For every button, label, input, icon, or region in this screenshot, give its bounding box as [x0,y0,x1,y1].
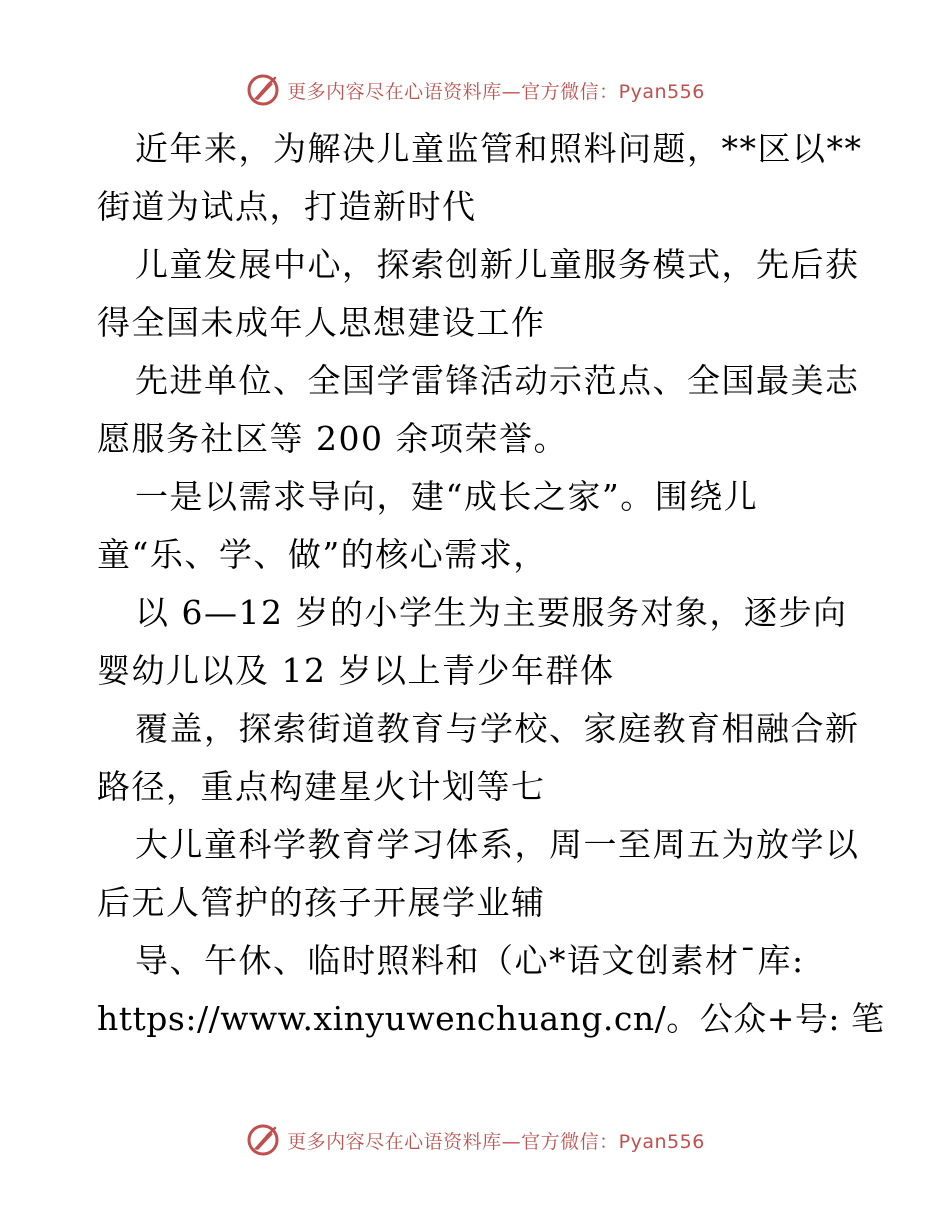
text-line-url: https://www.xinyuwenchuang.cn/。公众+号: 笔 [97,999,885,1038]
text-line: 大儿童科学教育学习体系，周一至周五为放学以 [135,825,860,864]
quill-circle-icon [245,1122,281,1158]
text-line: 覆盖，探索街道教育与学校、家庭教育相融合新 [135,709,860,748]
text-line: 以 6—12 岁的小学生为主要服务对象，逐步向 [135,593,848,632]
text-line: 先进单位、全国学雷锋活动示范点、全国最美志 [135,361,860,400]
text-line: 后无人管护的孩子开展学业辅 [97,883,546,922]
text-line: 得全国未成年人思想建设工作 [97,303,546,342]
watermark-text: 更多内容尽在心语资料库—官方微信：Pyan556 [287,80,705,103]
text-line: 街道为试点，打造新时代 [97,187,477,226]
watermark-text: 更多内容尽在心语资料库—官方微信：Pyan556 [287,1130,705,1153]
text-line: 愿服务社区等 200 余项荣誉。 [97,419,568,458]
text-line: 一是以需求导向，建“成长之家”。围绕儿 [135,477,759,516]
document-body [97,120,885,1048]
text-line: 儿童发展中心，探索创新儿童服务模式，先后获 [135,245,860,284]
text-line: 婴幼儿以及 12 岁以上青少年群体 [97,651,615,690]
text-line: 近年来，为解决儿童监管和照料问题，**区以** [135,129,863,168]
footer-watermark [0,1120,950,1160]
header-watermark [0,70,950,110]
text-line: 路径，重点构建星火计划等七 [97,767,546,806]
quill-circle-icon [245,72,281,108]
text-line: 童“乐、学、做”的核心需求， [97,535,548,574]
text-line: 导、午休、临时照料和（心*语文创素材¯库: [135,941,805,980]
